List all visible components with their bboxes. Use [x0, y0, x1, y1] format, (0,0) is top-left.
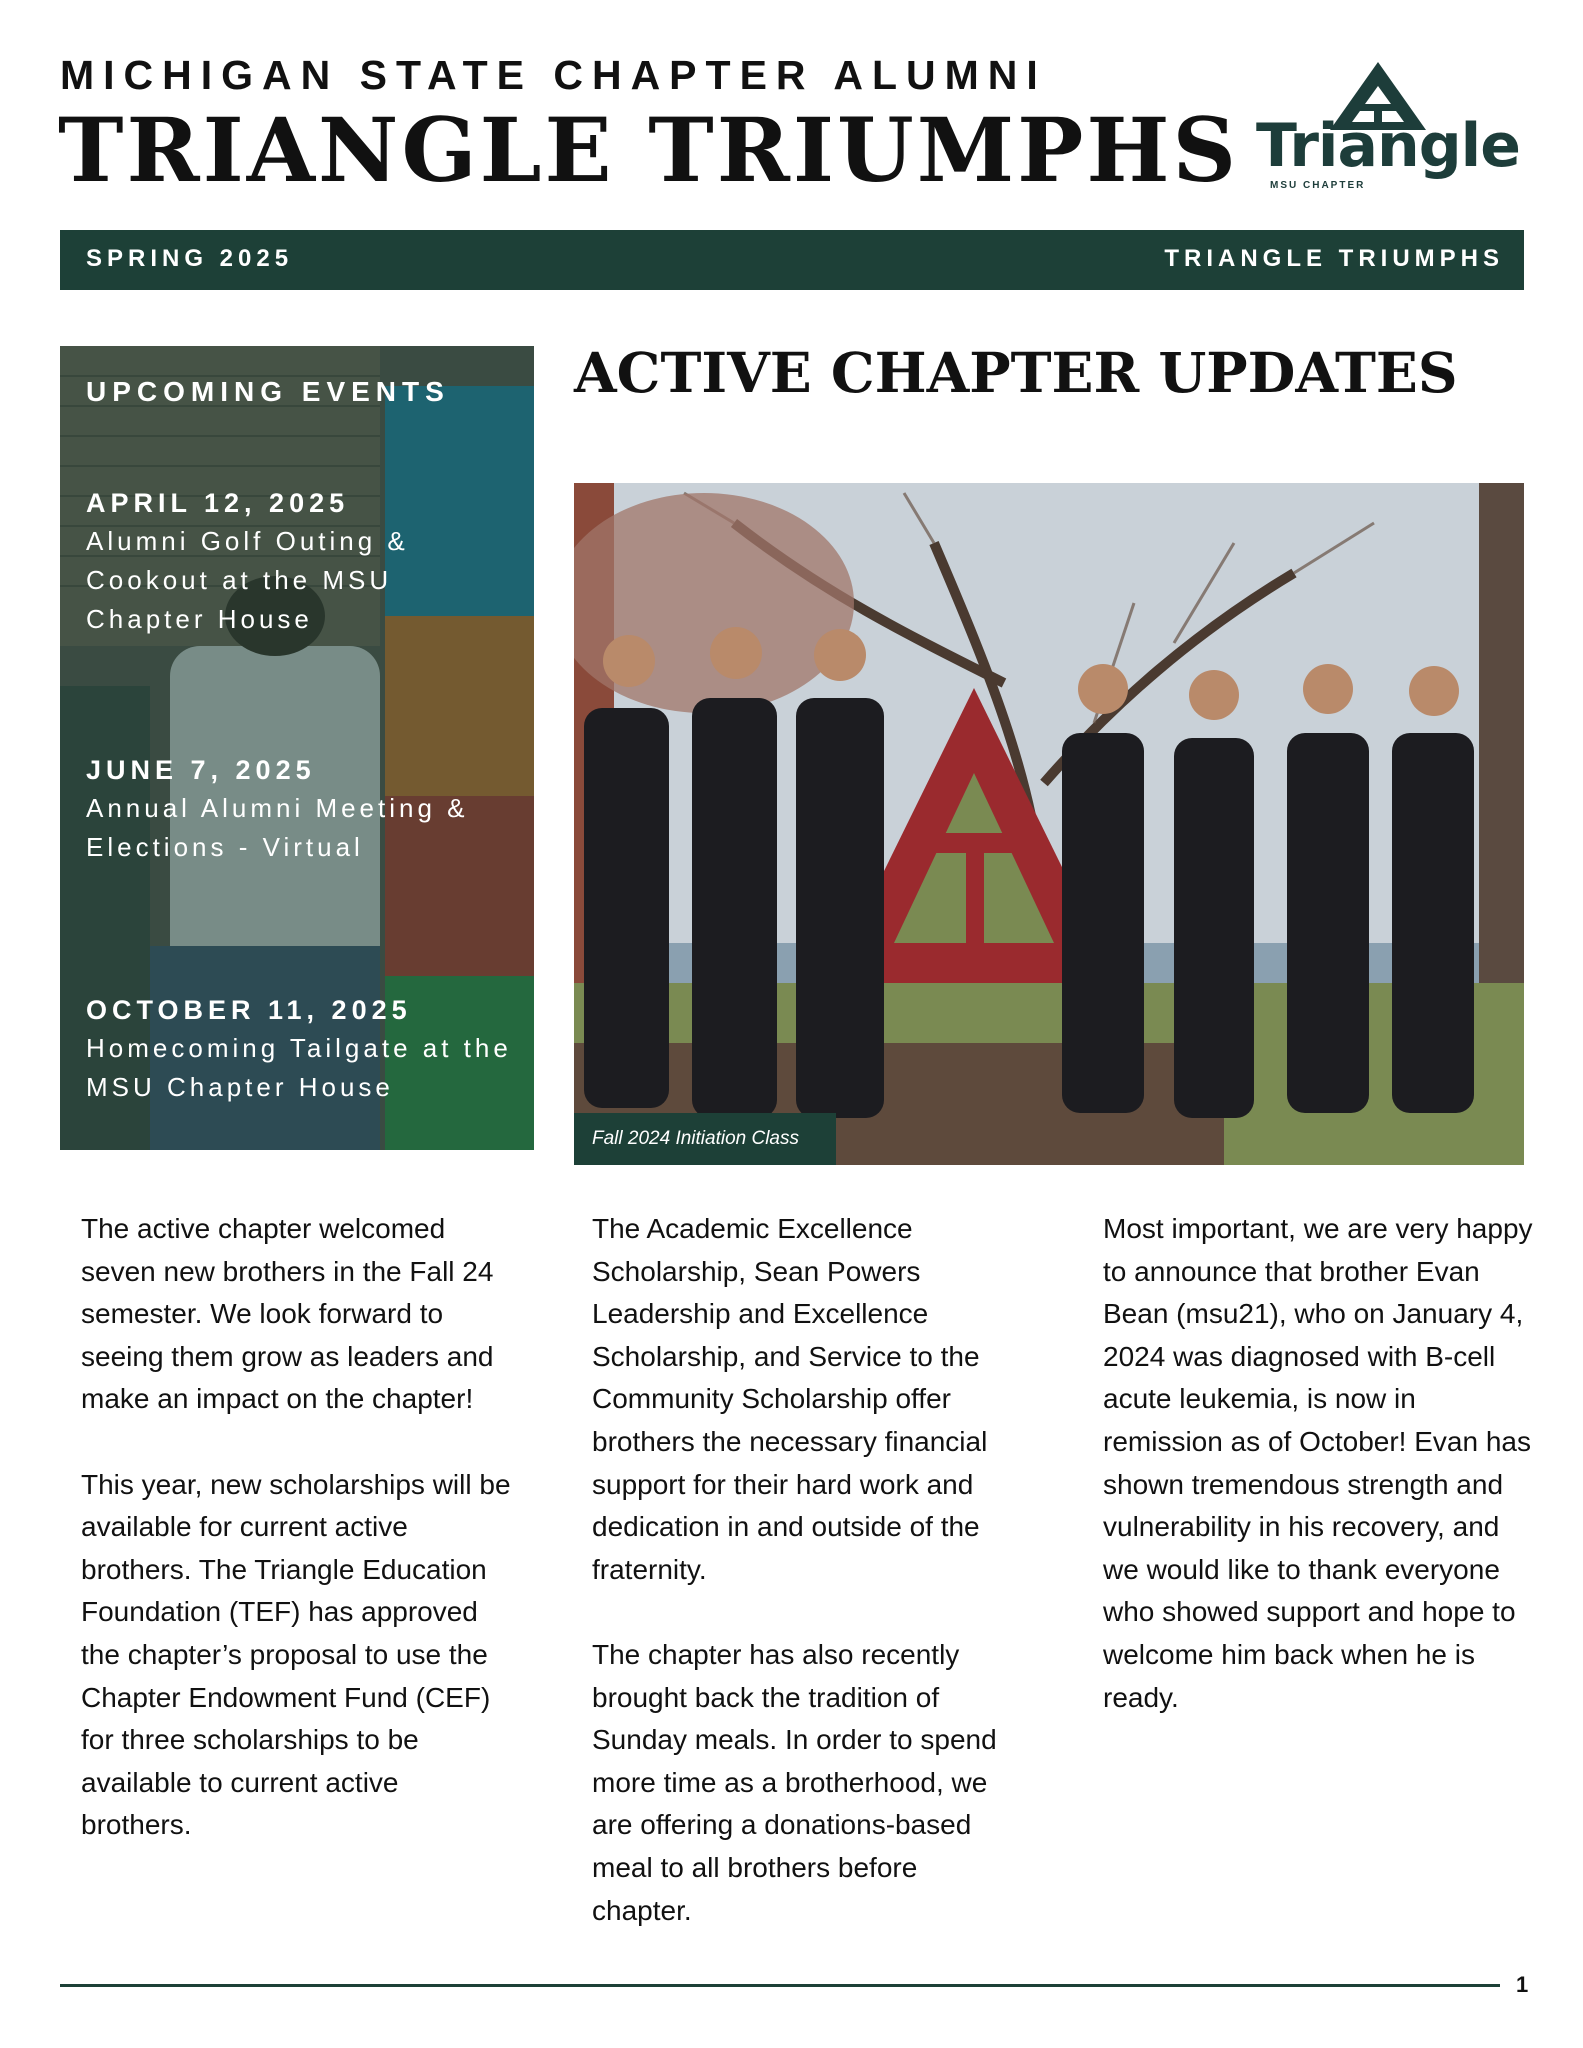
page-number: 1	[1516, 1972, 1529, 1997]
event-item	[86, 751, 518, 867]
section-title: ACTIVE CHAPTER UPDATES	[574, 340, 1458, 405]
event-description: Alumni Golf Outing & Cookout at the MSU Chapter House	[86, 526, 409, 634]
newsletter-masthead: TRIANGLE TRIUMPHS	[58, 98, 1240, 202]
event-date: APRIL 12, 2025	[86, 488, 350, 518]
event-description: Annual Alumni Meeting & Elections - Virtual	[86, 793, 469, 862]
event-date: JUNE 7, 2025	[86, 755, 316, 785]
logo-subtitle: MSU CHAPTER	[1270, 180, 1366, 191]
paragraph: The active chapter welcomed seven new brothers in the Fall 24 semester. We look forward to seeing them grow as leaders and make an impact on the chapter!	[81, 1213, 494, 1415]
upcoming-events-panel	[60, 346, 534, 1150]
event-date: OCTOBER 11, 2025	[86, 995, 412, 1025]
issue-band	[60, 230, 1524, 290]
paragraph: The Academic Excellence Scholarship, Sean Powers Leadership and Excellence Scholarship, and Service to the Community Scholarship offer brothers the necessary financial support for their hard work and dedication in and outside of the fraternity.	[592, 1213, 988, 1585]
triangle-logo	[1256, 60, 1520, 196]
events-text	[86, 376, 518, 1107]
paragraph: The chapter has also recently brought back the tradition of Sunday meals. In order to spend more time as a brotherhood, we are offering a donations-based meal to all brothers before chapter.	[592, 1638, 997, 1926]
paragraph: This year, new scholarships will be available for current active brothers. The Triangle Education Foundation (TEF) has approved the chapter’s proposal to use the Chapter Endowment Fund (CEF) for three scholarships to be available to current active brothers.	[81, 1468, 511, 1841]
paragraph: Most important, we are very happy to announce that brother Evan Bean (msu21), who on January 4, 2024 was diagnosed with B-cell acute leukemia, is now in remission as of October! Evan has shown tremendous strength and vulnerability in his recovery, and we would like to thank everyone who showed support and hope to welcome him back when he is ready.	[1103, 1213, 1533, 1713]
logo-wordmark: Triangle	[1256, 111, 1520, 181]
article-column-3	[1103, 1208, 1533, 1719]
event-description: Homecoming Tailgate at the MSU Chapter House	[86, 1033, 512, 1102]
issue-title: TRIANGLE TRIUMPHS	[1164, 245, 1504, 272]
event-item	[86, 991, 518, 1107]
events-heading: UPCOMING EVENTS	[86, 376, 450, 407]
initiation-class-photo	[574, 483, 1524, 1165]
photo-caption: Fall 2024 Initiation Class	[574, 1113, 836, 1165]
event-item	[86, 484, 518, 639]
newsletter-kicker: MICHIGAN STATE CHAPTER ALUMNI	[60, 52, 1047, 98]
article-column-2	[592, 1208, 1022, 1932]
article-column-1	[81, 1208, 511, 1847]
group-photo-illustration	[574, 483, 1524, 1165]
issue-season: SPRING 2025	[86, 245, 294, 272]
footer-rule	[60, 1984, 1500, 1987]
